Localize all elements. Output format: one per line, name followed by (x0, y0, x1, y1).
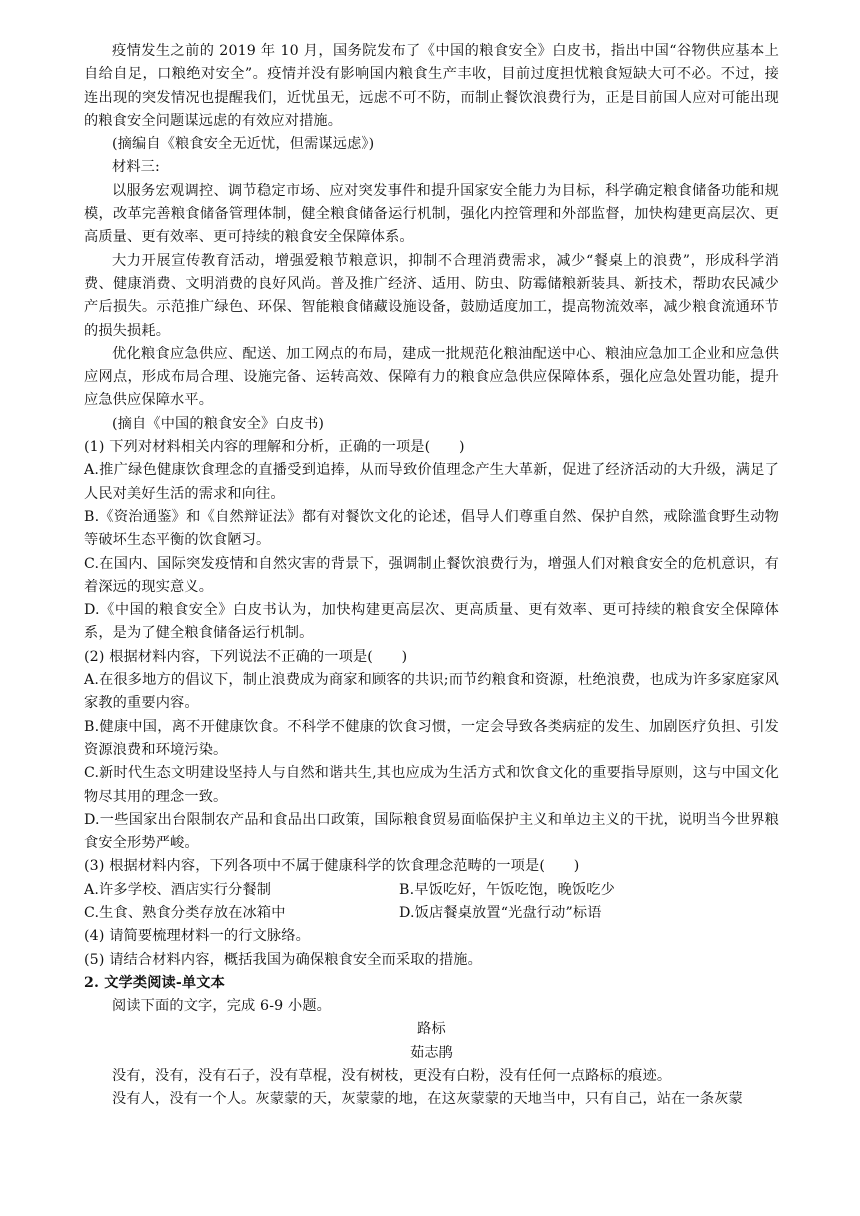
story-paragraph: 没有，没有，没有石子，没有草棍，没有树枝，更没有白粉，没有任何一点路标的痕迹。 (112, 1068, 672, 1085)
material3-paragraph: 优化粮食应急供应、配送、加工网点的布局，建成一批规范化粮油配送中心、粮油应急加工企业和应急供应网点，形成布局合理、设施完备、运转高效、保障有力的粮食应急供应保障体系，强化应急处置功能，提升应急供应保障水平。 (84, 345, 779, 409)
material2-paragraph: 疫情发生之前的 2019 年 10 月，国务院发布了《中国的粮食安全》白皮书，指出中国“谷物供应基本上自给自足，口粮绝对安全”。疫情并没有影响国内粮食生产丰收，目前过度担忧粮食短缺大可不必。不过，接连出现的突发情况也提醒我们，近忧虽无，远虑不可不防，而制止餐饮浪费行为，正是目前国人应对可能出现的粮食安全问题谋远虑的有效应对措施。 (84, 43, 779, 129)
material3-paragraph: 以服务宏观调控、调节稳定市场、应对突发事件和提升国家安全能力为目标，科学确定粮食储备功能和规模，改革完善粮食储备管理体制，健全粮食储备运行机制，强化内控管理和外部监督，加快构建更高层次、更高质量、更有效率、更可持续的粮食安全保障体系。 (84, 182, 779, 246)
question-2-stem: (2) 根据材料内容，下列说法不正确的一项是( ) (84, 648, 408, 665)
question-3-options-row (84, 902, 779, 925)
story-title: 路标 (417, 1021, 446, 1038)
question-1-option-a: A.推广绿色健康饮食理念的直播受到追捧，从而导致价值理念产生大革新，促进了经济活动的大升级，满足了人民对美好生活的需求和向往。 (84, 462, 779, 502)
question-3-option-a: A.许多学校、酒店实行分餐制 (84, 881, 272, 898)
question-2-option-d: D.一些国家出台限制农产品和食品出口政策，国际粮食贸易面临保护主义和单边主义的干扰，说明当今世界粮食安全形势严峻。 (84, 811, 779, 852)
story-author: 茹志鹃 (409, 1044, 453, 1061)
material3-paragraph: 大力开展宣传教育活动，增强爱粮节粮意识，抑制不合理消费需求，减少“餐桌上的浪费”，形成科学消费、健康消费、文明消费的良好风尚。普及推广经济、适用、防虫、防霉储粮新装具、新技术，帮助农民减少产后损失。示范推广绿色、环保、智能粮食储藏设施设备，鼓励适度加工，提高物流效率，减少粮食流通环节的损失损耗。 (84, 252, 779, 339)
document-content (84, 40, 779, 1112)
question-1-option-b: B.《资治通鉴》和《自然辩证法》都有对餐饮文化的论述，倡导人们尊重自然、保护自然，戒除滥食野生动物等破坏生态平衡的饮食陋习。 (84, 508, 779, 549)
question-3-option-c: C.生食、熟食分类存放在冰箱中 (84, 904, 286, 921)
question-1-option-d: D.《中国的粮食安全》白皮书认为，加快构建更高层次、更高质量、更有效率、更可持续的粮食安全保障体系，是为了健全粮食储备运行机制。 (84, 602, 779, 642)
question-3-option-b: B.早饭吃好，午饭吃饱，晚饭吃少 (399, 881, 615, 898)
question-2-option-b: B.健康中国，离不开健康饮食。不科学不健康的饮食习惯，一定会导致各类病症的发生、加剧医疗负担、引发资源浪费和环境污染。 (84, 718, 779, 758)
question-5: (5) 请结合材料内容，概括我国为确保粮食安全而采取的措施。 (84, 951, 482, 968)
section-2-instruction: 阅读下面的文字，完成 6-9 小题。 (112, 998, 332, 1015)
material2-source: (摘编自《粮食安全无近忧，但需谋远虑》) (112, 136, 375, 153)
question-3-stem: (3) 根据材料内容，下列各项中不属于健康科学的饮食理念范畴的一项是( ) (84, 858, 580, 875)
material3-label: 材料三: (112, 159, 160, 176)
story-paragraph: 没有人，没有一个人。灰蒙蒙的天，灰蒙蒙的地，在这灰蒙蒙的天地当中，只有自己，站在一条灰蒙 (112, 1091, 743, 1108)
question-1-stem: (1) 下列对材料相关内容的理解和分析，正确的一项是( ) (84, 439, 465, 456)
question-3-options-row (84, 879, 779, 902)
question-4: (4) 请简要梳理材料一的行文脉络。 (84, 928, 310, 945)
section-2-heading: 2. 文学类阅读-单文本 (84, 974, 225, 991)
question-2-option-a: A.在很多地方的倡议下，制止浪费成为商家和顾客的共识;而节约粮食和资源，杜绝浪费，也成为许多家庭家风家教的重要内容。 (84, 672, 779, 712)
material3-source: (摘自《中国的粮食安全》白皮书) (112, 415, 325, 432)
question-1-option-c: C.在国内、国际突发疫情和自然灾害的背景下，强调制止餐饮浪费行为，增强人们对粮食安全的危机意识，有着深远的现实意义。 (84, 555, 779, 595)
question-2-option-c: C.新时代生态文明建设坚持人与自然和谐共生,其也应成为生活方式和饮食文化的重要指导原则，这与中国文化物尽其用的理念一致。 (84, 765, 779, 805)
question-3-option-d: D.饭店餐桌放置“光盘行动”标语 (399, 904, 602, 921)
